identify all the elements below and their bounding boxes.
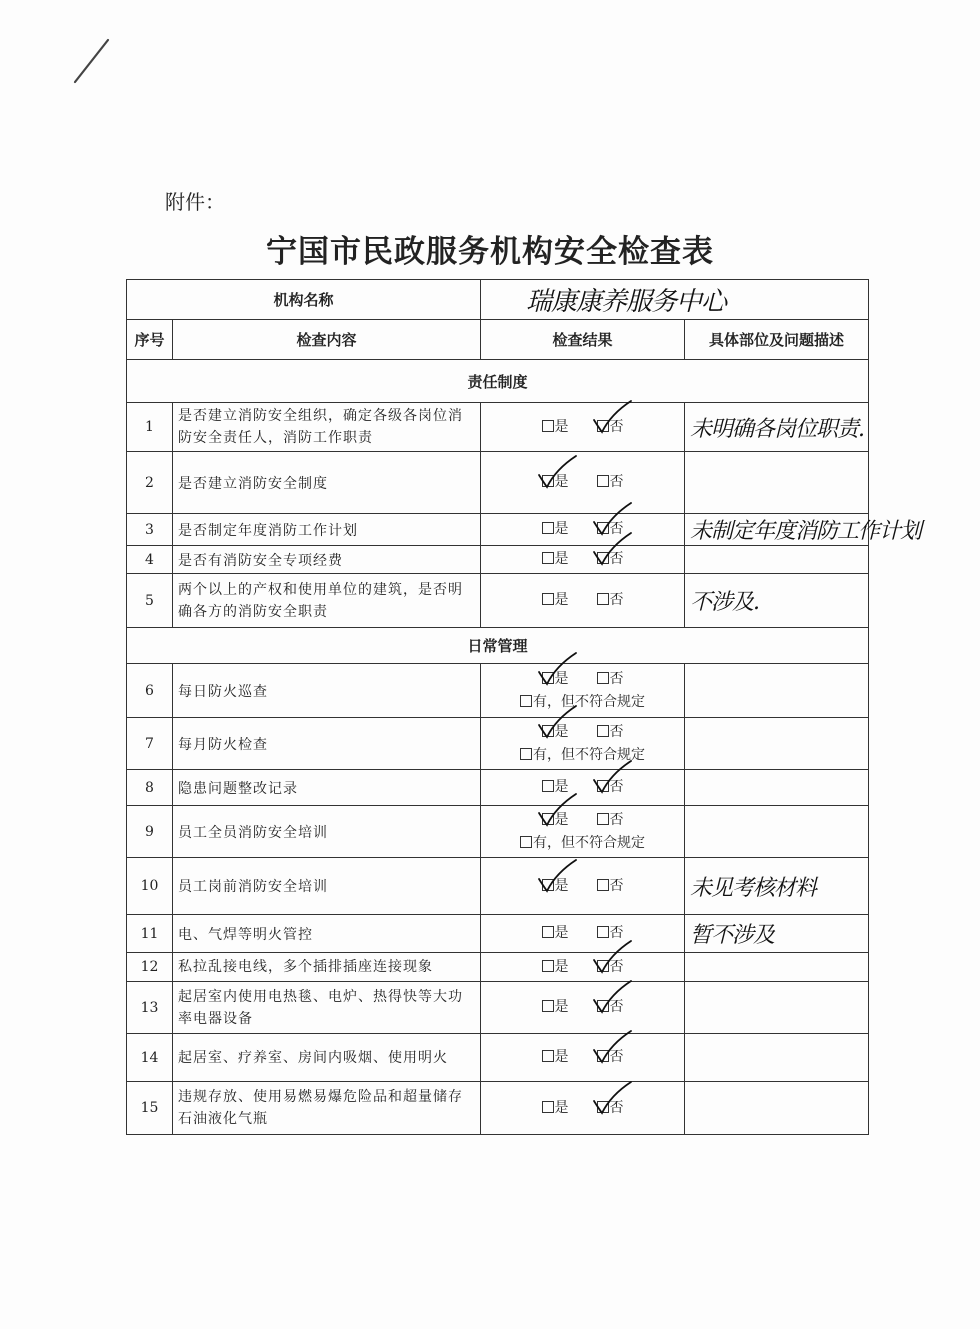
option-label: 否 xyxy=(609,999,624,1015)
checkbox-icon xyxy=(542,420,554,432)
row-content: 隐患问题整改记录 xyxy=(173,770,481,806)
row-desc xyxy=(685,953,869,982)
annex-label: 附件： xyxy=(165,190,225,214)
handwritten-desc[interactable]: 不涉及. xyxy=(690,590,760,615)
option-label: 是 xyxy=(554,811,569,828)
section-title: 责任制度 xyxy=(127,360,869,403)
checkbox-icon xyxy=(597,926,609,938)
handwritten-desc[interactable]: 未制定年度消防工作计划 xyxy=(690,519,922,544)
check-mark-icon xyxy=(536,791,580,831)
row-content: 是否建立消防安全制度 xyxy=(173,452,481,514)
option-no[interactable] xyxy=(597,471,624,494)
checkbox-icon xyxy=(520,836,532,848)
check-mark-icon xyxy=(591,938,635,978)
option-label: 否 xyxy=(609,811,624,828)
table-row xyxy=(127,514,869,546)
checkbox-icon xyxy=(520,748,532,760)
org-row xyxy=(127,280,869,320)
page-title: 宁国市民政服务机构安全检查表 xyxy=(266,234,714,270)
checkbox-icon xyxy=(597,672,609,684)
row-number: 11 xyxy=(127,915,173,953)
option-label: 是 xyxy=(554,592,569,608)
row-result xyxy=(481,806,685,858)
option-label: 是 xyxy=(554,551,569,567)
check-mark-icon xyxy=(536,453,580,493)
option-label: 是 xyxy=(554,925,569,941)
row-content: 起居室内使用电热毯、电炉、热得快等大功率电器设备 xyxy=(173,982,481,1034)
option-yes[interactable] xyxy=(542,956,569,979)
header-result: 检查结果 xyxy=(481,320,685,360)
row-desc xyxy=(685,574,869,628)
option-label: 是 xyxy=(554,1049,569,1065)
checkbox-icon xyxy=(542,1050,554,1062)
row-number: 9 xyxy=(127,806,173,858)
table-row xyxy=(127,982,869,1034)
row-content: 员工全员消防安全培训 xyxy=(173,806,481,858)
option-no[interactable] xyxy=(597,668,624,691)
row-number: 14 xyxy=(127,1034,173,1082)
option-label: 否 xyxy=(609,925,624,941)
section-row xyxy=(127,628,869,664)
option-yes[interactable] xyxy=(542,548,569,571)
option-no[interactable] xyxy=(597,721,624,744)
option-yes[interactable] xyxy=(542,416,569,439)
row-content: 是否建立消防安全组织，确定各级各岗位消防安全责任人，消防工作职责 xyxy=(173,403,481,452)
row-number: 8 xyxy=(127,770,173,806)
checkbox-icon xyxy=(597,879,609,891)
row-number: 10 xyxy=(127,858,173,915)
option-label: 有，但不符合规定 xyxy=(533,746,646,763)
option-yes[interactable] xyxy=(542,589,569,612)
org-value[interactable]: 瑞康康养服务中心 xyxy=(526,287,727,317)
checkbox-icon xyxy=(542,960,554,972)
checkbox-icon xyxy=(597,725,609,737)
option-label: 否 xyxy=(609,592,624,608)
row-result xyxy=(481,546,685,574)
check-mark-icon xyxy=(591,530,635,570)
header-content: 检查内容 xyxy=(173,320,481,360)
row-result xyxy=(481,770,685,806)
row-result xyxy=(481,953,685,982)
row-content: 起居室、疗养室、房间内吸烟、使用明火 xyxy=(173,1034,481,1082)
checkbox-icon xyxy=(597,813,609,825)
check-mark-icon xyxy=(591,398,635,438)
org-value-cell xyxy=(481,280,869,320)
row-content: 两个以上的产权和使用单位的建筑，是否明确各方的消防安全职责 xyxy=(173,574,481,628)
row-content: 每日防火巡查 xyxy=(173,664,481,718)
row-desc xyxy=(685,915,869,953)
row-result xyxy=(481,982,685,1034)
table-row xyxy=(127,858,869,915)
check-mark-icon xyxy=(591,758,635,798)
check-mark-icon xyxy=(591,978,635,1018)
table-row xyxy=(127,806,869,858)
row-content: 私拉乱接电线，多个插排插座连接现象 xyxy=(173,953,481,982)
checkbox-icon xyxy=(542,552,554,564)
option-partial[interactable] xyxy=(520,832,645,855)
option-label: 是 xyxy=(554,670,569,687)
table-row xyxy=(127,452,869,514)
option-label: 是 xyxy=(554,474,569,490)
option-yes[interactable] xyxy=(542,922,569,945)
row-result xyxy=(481,718,685,770)
handwritten-desc[interactable]: 未见考核材料 xyxy=(690,875,817,901)
option-label: 是 xyxy=(554,521,569,537)
row-content: 电、气焊等明火管控 xyxy=(173,915,481,953)
checkbox-icon xyxy=(542,1101,554,1113)
row-desc xyxy=(685,664,869,718)
checkbox-icon xyxy=(542,593,554,605)
handwritten-desc[interactable]: 未明确各岗位职责. xyxy=(690,416,865,442)
option-label: 否 xyxy=(609,1049,624,1065)
check-mark-icon xyxy=(536,703,580,743)
row-content: 员工岗前消防安全培训 xyxy=(173,858,481,915)
option-label: 否 xyxy=(609,418,624,435)
option-label: 是 xyxy=(554,779,569,795)
row-content: 每月防火检查 xyxy=(173,718,481,770)
header-desc: 具体部位及问题描述 xyxy=(685,320,869,360)
row-result xyxy=(481,664,685,718)
option-label: 否 xyxy=(609,779,624,795)
table-row xyxy=(127,1034,869,1082)
row-number: 2 xyxy=(127,452,173,514)
option-no[interactable] xyxy=(597,589,624,612)
check-mark-icon xyxy=(536,857,580,897)
option-label: 否 xyxy=(609,474,624,490)
option-label: 是 xyxy=(554,877,569,894)
option-label: 是 xyxy=(554,1099,569,1116)
row-desc xyxy=(685,452,869,514)
header-row xyxy=(127,320,869,360)
row-desc xyxy=(685,1034,869,1082)
row-desc xyxy=(685,514,922,546)
option-label: 否 xyxy=(609,521,624,537)
option-yes[interactable] xyxy=(542,1046,569,1069)
row-desc xyxy=(685,1082,869,1135)
row-desc xyxy=(685,718,869,770)
check-mark-icon xyxy=(591,1079,635,1119)
option-label: 否 xyxy=(609,723,624,740)
header-no: 序号 xyxy=(127,320,173,360)
option-yes[interactable] xyxy=(542,518,569,541)
row-desc xyxy=(685,770,869,806)
section-title: 日常管理 xyxy=(127,628,869,664)
row-number: 13 xyxy=(127,982,173,1034)
row-number: 3 xyxy=(127,514,173,546)
table-row xyxy=(127,770,869,806)
option-label: 否 xyxy=(609,1099,624,1116)
option-label: 否 xyxy=(609,670,624,687)
option-no[interactable] xyxy=(597,875,624,898)
org-label: 机构名称 xyxy=(127,280,481,320)
pen-stroke-mark xyxy=(72,38,112,86)
row-result xyxy=(481,858,685,915)
row-result xyxy=(481,1034,685,1082)
row-desc xyxy=(685,806,869,858)
row-result xyxy=(481,574,685,628)
option-label: 否 xyxy=(609,958,624,975)
table-row xyxy=(127,546,869,574)
checkbox-icon xyxy=(597,593,609,605)
table-row xyxy=(127,718,869,770)
row-number: 5 xyxy=(127,574,173,628)
option-label: 是 xyxy=(554,723,569,740)
option-label: 是 xyxy=(554,958,569,975)
checkbox-icon xyxy=(520,695,532,707)
check-mark-icon xyxy=(536,650,580,690)
table-row xyxy=(127,403,869,452)
option-label: 否 xyxy=(609,877,624,894)
table-row xyxy=(127,664,869,718)
row-number: 7 xyxy=(127,718,173,770)
inspection-table xyxy=(126,279,922,1135)
table-row xyxy=(127,915,869,953)
table-row xyxy=(127,574,869,628)
handwritten-desc[interactable]: 暂不涉及 xyxy=(690,923,775,948)
option-no[interactable] xyxy=(597,809,624,832)
row-content: 是否有消防安全专项经费 xyxy=(173,546,481,574)
row-result xyxy=(481,452,685,514)
row-number: 4 xyxy=(127,546,173,574)
check-mark-icon xyxy=(591,1028,635,1068)
row-desc xyxy=(685,858,869,915)
row-number: 15 xyxy=(127,1082,173,1135)
table-row xyxy=(127,1082,869,1135)
row-content: 是否制定年度消防工作计划 xyxy=(173,514,481,546)
option-label: 是 xyxy=(554,999,569,1015)
option-yes[interactable] xyxy=(542,996,569,1019)
row-desc xyxy=(685,982,869,1034)
row-number: 1 xyxy=(127,403,173,452)
row-result xyxy=(481,1082,685,1135)
row-content: 违规存放、使用易燃易爆危险品和超量储存石油液化气瓶 xyxy=(173,1082,481,1135)
row-desc xyxy=(685,403,869,452)
row-result xyxy=(481,915,685,953)
option-label: 有，但不符合规定 xyxy=(533,693,646,710)
option-label: 否 xyxy=(609,551,624,567)
row-result xyxy=(481,514,685,546)
section-row xyxy=(127,360,869,403)
table-body xyxy=(127,360,922,1135)
checkbox-icon xyxy=(542,926,554,938)
row-number: 12 xyxy=(127,953,173,982)
checkbox-icon xyxy=(597,475,609,487)
option-yes[interactable] xyxy=(542,1097,569,1120)
row-number: 6 xyxy=(127,664,173,718)
row-desc xyxy=(685,546,869,574)
checkbox-icon xyxy=(542,522,554,534)
option-label: 是 xyxy=(554,418,569,435)
table-row xyxy=(127,953,869,982)
row-result xyxy=(481,403,685,452)
option-label: 有，但不符合规定 xyxy=(533,834,646,851)
checkbox-icon xyxy=(542,1000,554,1012)
